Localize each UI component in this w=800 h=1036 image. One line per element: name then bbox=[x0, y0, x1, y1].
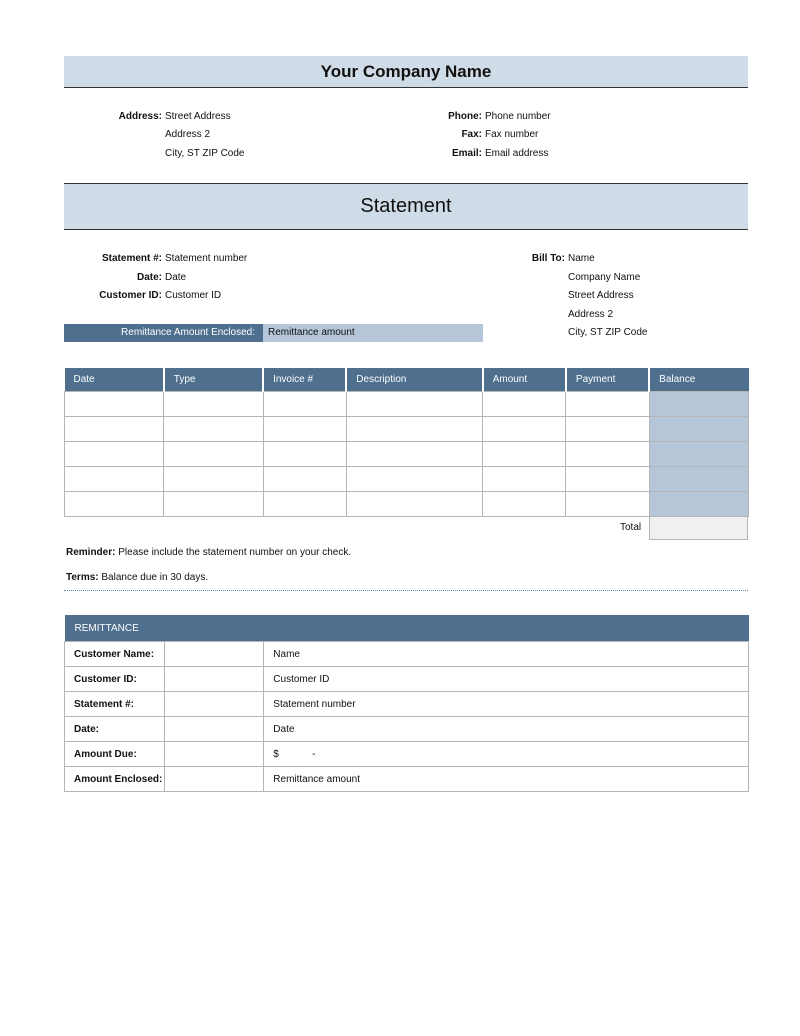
table-cell[interactable] bbox=[65, 467, 164, 492]
table-cell[interactable] bbox=[566, 467, 649, 492]
col-date: Date bbox=[65, 368, 164, 392]
table-cell[interactable] bbox=[263, 467, 346, 492]
remittance-row-label: Customer Name: bbox=[65, 642, 165, 667]
table-cell[interactable] bbox=[65, 442, 164, 467]
balance-cell[interactable] bbox=[649, 442, 748, 467]
address-line3: City, ST ZIP Code bbox=[165, 148, 245, 159]
remittance-table bbox=[64, 615, 749, 792]
date-label: Date: bbox=[136, 272, 162, 283]
remittance-row-value[interactable]: $ - bbox=[264, 742, 749, 767]
table-header-row bbox=[65, 368, 749, 392]
balance-cell[interactable] bbox=[649, 492, 748, 517]
remittance-amount-label: Remittance Amount Enclosed: bbox=[64, 324, 263, 342]
remittance-spacer-cell bbox=[164, 642, 264, 667]
phone-value: Phone number bbox=[485, 111, 551, 122]
bill-to-company: Company Name bbox=[568, 272, 641, 283]
col-payment: Payment bbox=[566, 368, 649, 392]
table-cell[interactable] bbox=[263, 442, 346, 467]
table-cell[interactable] bbox=[65, 492, 164, 517]
bill-to-street: Street Address bbox=[568, 290, 634, 301]
col-balance: Balance bbox=[649, 368, 748, 392]
table-cell[interactable] bbox=[346, 492, 482, 517]
table-cell[interactable] bbox=[483, 442, 566, 467]
remittance-row-label: Customer ID: bbox=[65, 667, 165, 692]
remittance-header-row bbox=[65, 615, 749, 642]
remittance-row-value[interactable]: Customer ID bbox=[264, 667, 749, 692]
address-line2: Address 2 bbox=[165, 129, 211, 140]
bill-to-label: Bill To: bbox=[531, 253, 565, 264]
table-row bbox=[65, 392, 749, 417]
remittance-row-label: Amount Enclosed: bbox=[65, 767, 165, 792]
statement-heading: Statement bbox=[360, 195, 452, 217]
table-cell[interactable] bbox=[263, 492, 346, 517]
remittance-row-label: Date: bbox=[65, 717, 165, 742]
table-cell[interactable] bbox=[483, 467, 566, 492]
table-row bbox=[65, 442, 749, 467]
bill-to-name: Name bbox=[568, 253, 595, 264]
reminder-text: Please include the statement number on your check. bbox=[118, 547, 352, 558]
total-field[interactable] bbox=[649, 516, 748, 540]
balance-cell[interactable] bbox=[649, 392, 748, 417]
table-cell[interactable] bbox=[566, 392, 649, 417]
balance-cell[interactable] bbox=[649, 467, 748, 492]
fax-label: Fax: bbox=[461, 129, 482, 140]
table-cell[interactable] bbox=[566, 492, 649, 517]
remittance-row-value[interactable]: Name bbox=[264, 642, 749, 667]
table-cell[interactable] bbox=[483, 417, 566, 442]
remittance-spacer-cell bbox=[164, 742, 264, 767]
table-cell[interactable] bbox=[346, 467, 482, 492]
remittance-amount-bar bbox=[64, 324, 483, 342]
col-invoice: Invoice # bbox=[263, 368, 346, 392]
table-cell[interactable] bbox=[164, 492, 263, 517]
remittance-amount-field[interactable]: Remittance amount bbox=[263, 324, 483, 342]
transactions-table bbox=[64, 368, 749, 517]
date-value: Date bbox=[165, 272, 187, 283]
remittance-row-label: Amount Due: bbox=[65, 742, 165, 767]
remittance-row-value[interactable]: Statement number bbox=[264, 692, 749, 717]
table-cell[interactable] bbox=[164, 392, 263, 417]
remittance-row bbox=[65, 767, 749, 792]
remittance-row bbox=[65, 742, 749, 767]
table-row bbox=[65, 417, 749, 442]
address-label: Address: bbox=[118, 111, 162, 122]
table-cell[interactable] bbox=[346, 417, 482, 442]
customer-id-value: Customer ID bbox=[165, 290, 222, 301]
table-cell[interactable] bbox=[483, 492, 566, 517]
customer-id-label: Customer ID: bbox=[99, 290, 162, 301]
table-cell[interactable] bbox=[164, 442, 263, 467]
remittance-row-value[interactable]: Remittance amount bbox=[264, 767, 749, 792]
bill-to-city: City, ST ZIP Code bbox=[568, 327, 648, 338]
bill-to-address2: Address 2 bbox=[568, 309, 614, 320]
address-line1: Street Address bbox=[165, 111, 231, 122]
remittance-spacer-cell bbox=[164, 767, 264, 792]
remittance-spacer-cell bbox=[164, 667, 264, 692]
table-cell[interactable] bbox=[263, 417, 346, 442]
terms-note bbox=[66, 572, 208, 583]
table-cell[interactable] bbox=[346, 392, 482, 417]
cut-line-divider bbox=[64, 590, 748, 591]
table-cell[interactable] bbox=[65, 417, 164, 442]
fax-value: Fax number bbox=[485, 129, 539, 140]
table-cell[interactable] bbox=[164, 417, 263, 442]
statement-number-value: Statement number bbox=[165, 253, 248, 264]
col-type: Type bbox=[164, 368, 263, 392]
table-cell[interactable] bbox=[346, 442, 482, 467]
remittance-row-label: Statement #: bbox=[65, 692, 165, 717]
phone-label: Phone: bbox=[448, 111, 482, 122]
statement-number-label: Statement #: bbox=[101, 253, 162, 264]
col-amount: Amount bbox=[483, 368, 566, 392]
email-value: Email address bbox=[485, 148, 549, 159]
terms-label: Terms: bbox=[66, 572, 99, 583]
company-name: Your Company Name bbox=[320, 62, 492, 81]
remittance-row bbox=[65, 692, 749, 717]
table-cell[interactable] bbox=[483, 392, 566, 417]
remittance-row bbox=[65, 717, 749, 742]
reminder-label: Reminder: bbox=[66, 547, 116, 558]
table-cell[interactable] bbox=[566, 442, 649, 467]
remittance-row bbox=[65, 667, 749, 692]
statement-banner bbox=[64, 183, 748, 230]
table-cell[interactable] bbox=[263, 392, 346, 417]
total-label: Total bbox=[620, 522, 642, 533]
email-label: Email: bbox=[451, 148, 482, 159]
remittance-header: REMITTANCE bbox=[65, 615, 749, 642]
company-name-banner bbox=[64, 56, 748, 88]
remittance-spacer-cell bbox=[164, 692, 264, 717]
terms-text: Balance due in 30 days. bbox=[101, 572, 209, 583]
col-description: Description bbox=[346, 368, 482, 392]
balance-cell[interactable] bbox=[649, 417, 748, 442]
table-cell[interactable] bbox=[164, 467, 263, 492]
table-row bbox=[65, 492, 749, 517]
remittance-row bbox=[65, 642, 749, 667]
table-row bbox=[65, 467, 749, 492]
remittance-row-value[interactable]: Date bbox=[264, 717, 749, 742]
table-cell[interactable] bbox=[566, 417, 649, 442]
table-cell[interactable] bbox=[65, 392, 164, 417]
reminder-note bbox=[66, 547, 351, 558]
remittance-spacer-cell bbox=[164, 717, 264, 742]
